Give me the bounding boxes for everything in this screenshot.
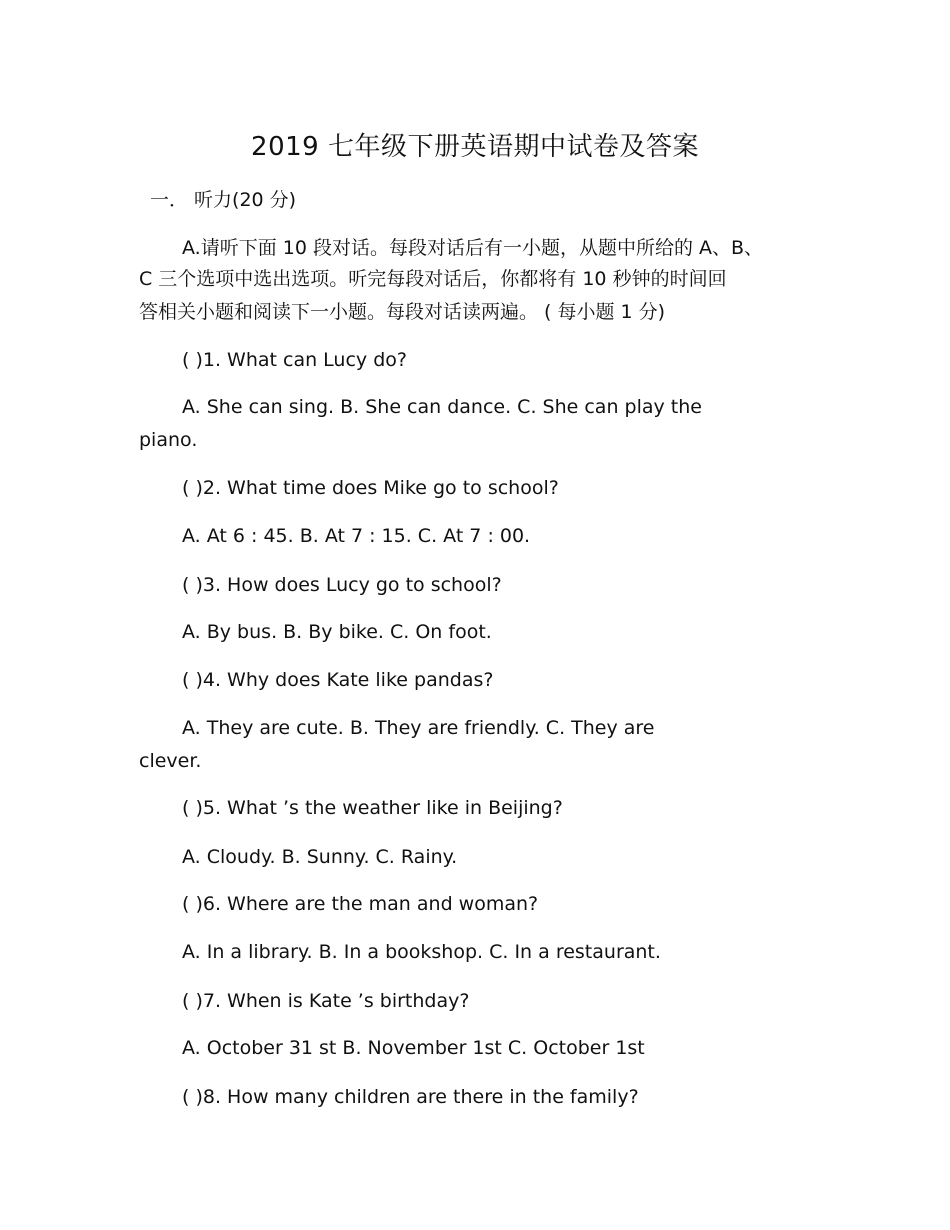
question-5-stem: ( )5. What ’s the weather like in Beijing? [182, 797, 563, 819]
question-5-options: A. Cloudy. B. Sunny. C. Rainy. [182, 846, 458, 868]
question-2-options: A. At 6 : 45. B. At 7 : 15. C. At 7 : 00. [182, 525, 531, 547]
question-6-options: A. In a library. B. In a bookshop. C. In a restaurant. [182, 941, 661, 963]
question-7-options: A. October 31 st B. November 1st C. October 1st [182, 1037, 645, 1059]
instructions-line-2: C 三个选项中选出选项。听完每段对话后，你都将有 10 秒钟的时间回 [139, 268, 727, 290]
question-2-stem: ( )2. What time does Mike go to school? [182, 477, 559, 499]
question-8-stem: ( )8. How many children are there in the family? [182, 1086, 639, 1108]
question-4-options: A. They are cute. B. They are friendly. C. They are [182, 717, 655, 739]
question-3-options: A. By bus. B. By bike. C. On foot. [182, 621, 492, 643]
instructions-line-3: 答相关小题和阅读下一小题。每段对话读两遍。 ( 每小题 1 分) [139, 301, 666, 323]
question-6-stem: ( )6. Where are the man and woman? [182, 893, 539, 915]
question-1-options: A. She can sing. B. She can dance. C. She can play the [182, 396, 702, 418]
question-4-stem: ( )4. Why does Kate like pandas? [182, 669, 494, 691]
question-7-stem: ( )7. When is Kate ’s birthday? [182, 990, 470, 1012]
instructions-line-1: A.请听下面 10 段对话。每段对话后有一小题，从题中所给的 A、B、 [182, 237, 764, 259]
question-1-stem: ( )1. What can Lucy do? [182, 349, 407, 371]
section-heading: 一． 听力(20 分) [150, 189, 297, 211]
document-title: 2019 七年级下册英语期中试卷及答案 [251, 132, 699, 162]
question-3-stem: ( )3. How does Lucy go to school? [182, 574, 502, 596]
question-1-options-cont: piano. [139, 429, 198, 451]
question-4-options-cont: clever. [139, 750, 202, 772]
